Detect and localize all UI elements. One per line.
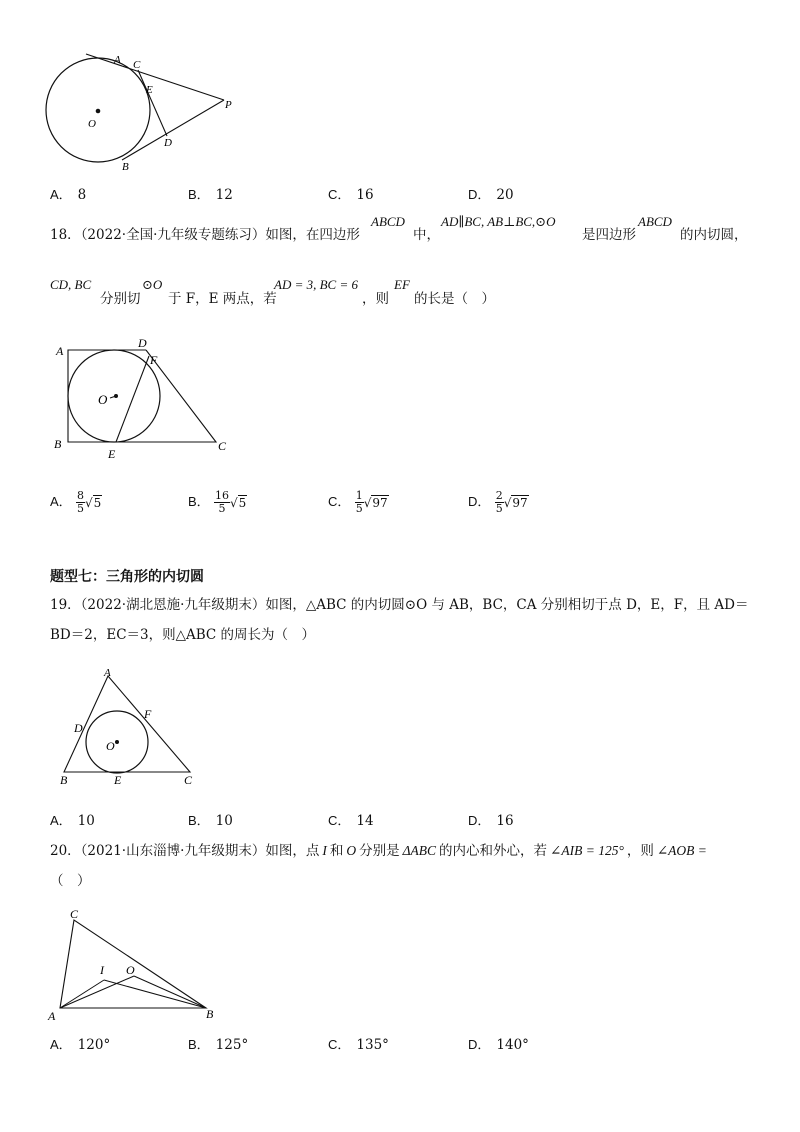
q18-option-c-fraction: $\frac{1}{5}$	[355, 489, 363, 515]
q19-label-a: A	[104, 667, 111, 679]
q19-label-f: F	[144, 707, 152, 721]
q18-line2-h: 的长是（ ）	[414, 291, 495, 307]
q18-line2-circle: ⊙O	[142, 277, 163, 292]
q18-option-d[interactable]: D． $\frac{2}{5}$ √97	[468, 489, 528, 515]
q18-line2-f: ，则	[362, 291, 389, 307]
q18-line2-d: 于 F，E 两点，若	[168, 291, 277, 307]
q18-label-f: F	[150, 353, 158, 367]
q18-abcd: ABCD	[371, 214, 405, 229]
q18-option-b-sqrt: √5	[229, 495, 247, 510]
q20-label-a: A	[48, 1009, 56, 1023]
q18-label-c: C	[218, 439, 227, 453]
q18-line2-cdbc: CD, BC	[50, 277, 92, 292]
q17-label-d: D	[164, 137, 172, 149]
q17-center-dot	[96, 109, 101, 114]
q20-line-ob	[134, 976, 206, 1008]
q19-label-e: E	[114, 773, 122, 787]
q20-label-c: C	[70, 907, 79, 921]
q20-figure	[44, 904, 224, 1024]
q17-option-a[interactable]: A． 8	[50, 187, 87, 203]
q19-triangle	[64, 676, 190, 772]
q18-option-c-sqrt: √97	[363, 495, 388, 510]
q18-mid: 中，	[413, 227, 440, 243]
q20-line1: 20．（2021·山东淄博·九年级期末）如图，点 I 和 O 分别是 ΔABC 的内心和外心，若 ∠AIB = 125° ，则 ∠AOB =	[50, 843, 707, 859]
section-heading: 题型七：三角形的内切圆	[50, 569, 204, 585]
q18-center-dot	[114, 394, 118, 398]
q18-figure	[48, 334, 238, 464]
q20-label-i: I	[100, 963, 104, 977]
q20-option-c[interactable]: C． 135°	[328, 1037, 389, 1053]
q17-figure	[40, 48, 240, 178]
q18-option-b-fraction: $\frac{16}{5}$	[214, 489, 229, 515]
q19-line1: 19．（2022·湖北恩施·九年级期末）如图，△ABC 的内切圆⊙O 与 AB，BC，CA 分别相切于点 D，E，F，且 AD＝	[50, 597, 749, 613]
q18-line2-ef: EF	[394, 277, 410, 292]
q20-option-a[interactable]: A． 120°	[50, 1037, 111, 1053]
q18-option-a-fraction: $\frac{8}{5}$	[76, 489, 84, 515]
q18-line2-cond: AD = 3, BC = 6	[274, 277, 358, 292]
q18-label-d: D	[138, 336, 147, 350]
q18-segment-ef	[116, 356, 149, 442]
q18-label-a: A	[56, 344, 64, 358]
q20-line2: （ ）	[50, 873, 91, 889]
q19-label-o: O	[106, 739, 115, 753]
q18-option-c[interactable]: C． $\frac{1}{5}$ √97	[328, 489, 388, 515]
q18-label-o: O	[98, 392, 108, 407]
q17-option-c[interactable]: C． 16	[328, 187, 374, 203]
q19-line2: BD＝2，EC＝3，则△ABC 的周长为（ ）	[50, 627, 316, 643]
q17-label-p: P	[225, 99, 232, 111]
q19-option-d[interactable]: D． 16	[468, 813, 514, 829]
q20-option-b[interactable]: B． 125°	[188, 1037, 249, 1053]
q17-label-e: E	[146, 84, 153, 96]
q18-line1: 18．（2022·全国·九年级专题练习）如图，在四边形	[50, 227, 360, 243]
q20-label-o: O	[126, 963, 135, 977]
q19-option-a[interactable]: A． 10	[50, 813, 95, 829]
q20-line-ao	[60, 976, 134, 1008]
q18-tail: 是四边形	[582, 227, 636, 243]
q19-label-c: C	[184, 773, 193, 787]
q20-line-ib	[104, 980, 206, 1008]
q19-label-d: D	[74, 721, 83, 735]
q18-option-b[interactable]: B． $\frac{16}{5}$ √5	[188, 489, 247, 515]
q19-label-b: B	[60, 773, 68, 787]
q20-line-ai	[60, 980, 104, 1008]
q18-option-a[interactable]: A． $\frac{8}{5}$ √5	[50, 489, 102, 515]
q19-figure	[56, 666, 206, 790]
q18-tail2: 的内切圆，	[680, 227, 748, 243]
q18-label-b: B	[54, 437, 62, 451]
q18-line2-b: 分别切	[100, 291, 141, 307]
q18-abcd2: ABCD	[638, 214, 672, 229]
q18-option-d-fraction: $\frac{2}{5}$	[495, 489, 503, 515]
q20-label-b: B	[206, 1007, 214, 1021]
q17-tangent-bp	[122, 100, 224, 160]
q19-option-c[interactable]: C． 14	[328, 813, 374, 829]
q17-label-c: C	[133, 59, 141, 71]
q17-tangent-ap	[86, 54, 224, 100]
q17-label-a: A	[114, 54, 121, 66]
q17-label-b: B	[122, 161, 129, 173]
q19-center-dot	[115, 740, 119, 744]
q17-option-b[interactable]: B． 12	[188, 187, 233, 203]
q18-cond: AD∥BC, AB⊥BC,⊙O	[441, 214, 556, 229]
q17-label-o: O	[88, 118, 96, 130]
q18-quadrilateral	[68, 350, 216, 442]
q18-option-a-sqrt: √5	[84, 495, 102, 510]
q18-option-d-sqrt: √97	[503, 495, 528, 510]
q18-label-e: E	[108, 447, 116, 461]
q20-option-d[interactable]: D． 140°	[468, 1037, 529, 1053]
q19-option-b[interactable]: B． 10	[188, 813, 233, 829]
q17-option-d[interactable]: D． 20	[468, 187, 514, 203]
